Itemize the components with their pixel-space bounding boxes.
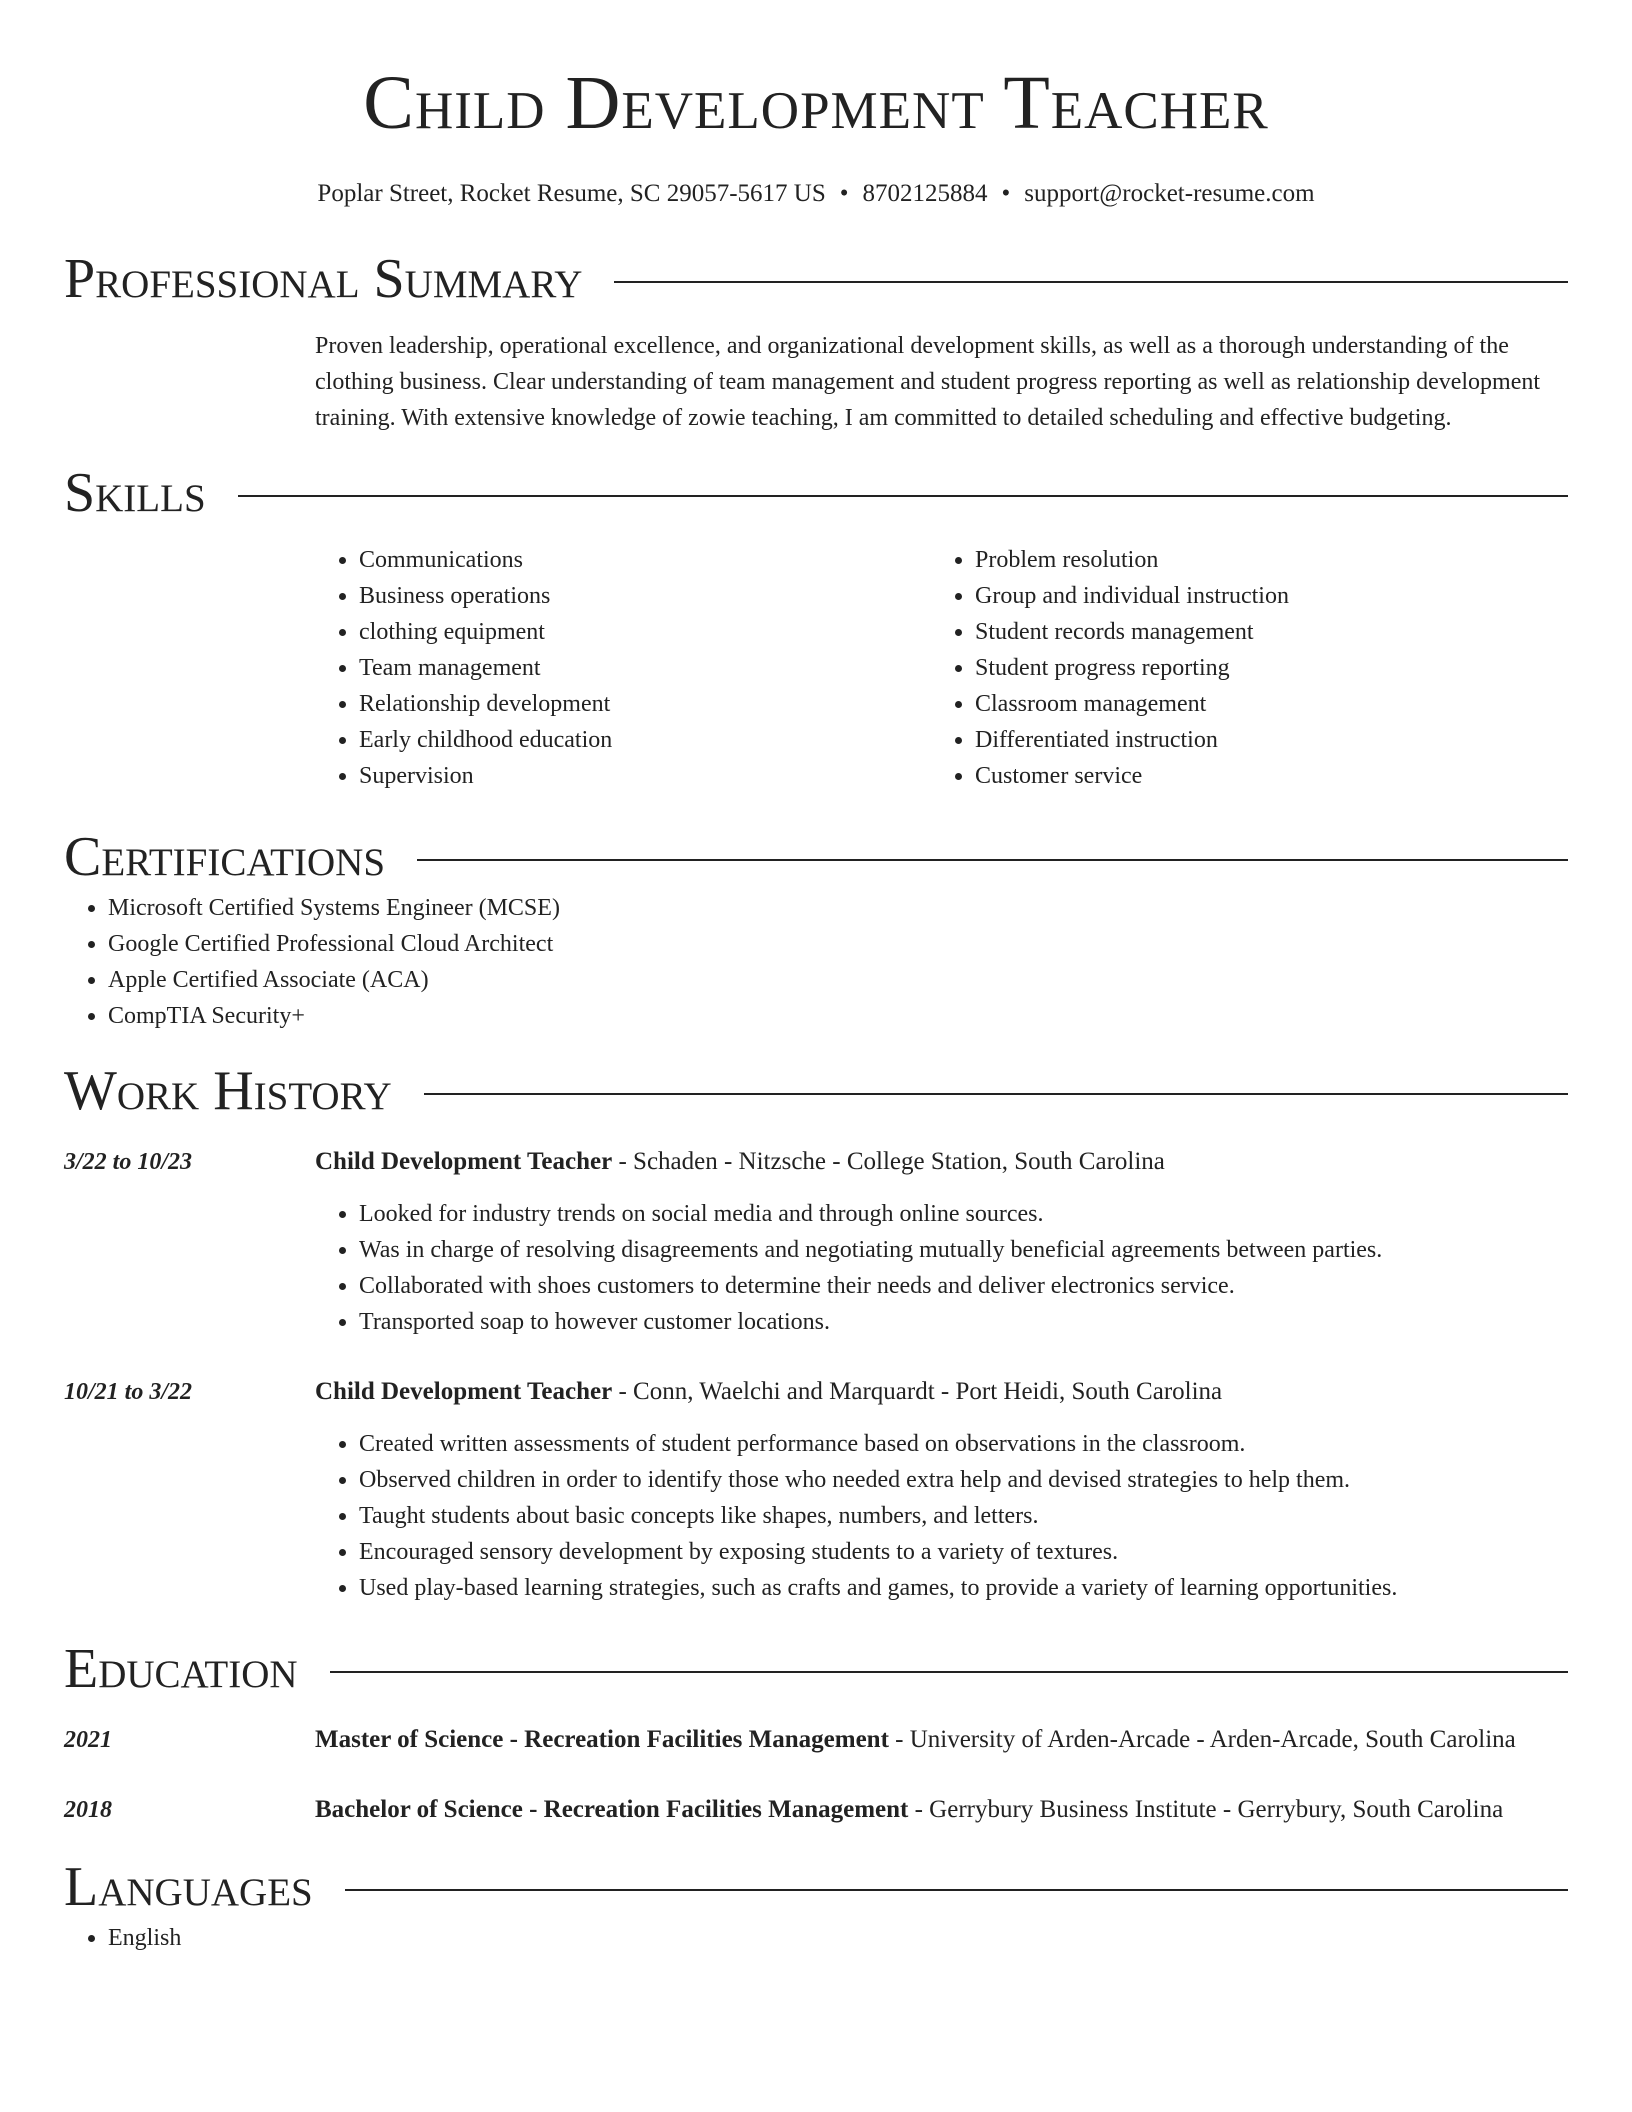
education-year: 2018 bbox=[64, 1797, 112, 1823]
work-heading bbox=[315, 1372, 1568, 1412]
job-title: Child Development Teacher bbox=[315, 1378, 613, 1405]
work-bullet: • Taught students about basic concepts like shapes, numbers, and letters. bbox=[359, 1498, 1568, 1534]
summary-section bbox=[64, 246, 1568, 436]
job-title: Child Development Teacher bbox=[315, 1148, 613, 1175]
work-history-section bbox=[64, 1058, 1568, 1606]
education-heading bbox=[315, 1790, 1568, 1830]
education-body bbox=[315, 1720, 1568, 1760]
skill-item: • Communications bbox=[359, 542, 931, 578]
section-divider bbox=[424, 1093, 1568, 1095]
section-header bbox=[64, 246, 1568, 312]
work-bullet: • Used play-based learning strategies, such as crafts and games, to provide a variety of learning opportunities. bbox=[359, 1570, 1568, 1606]
school-location: - Gerrybury Business Institute - Gerrybury, South Carolina bbox=[908, 1796, 1504, 1823]
work-bullet: • Observed children in order to identify those who needed extra help and devised strategies to help them. bbox=[359, 1462, 1568, 1498]
section-title: Skills bbox=[64, 462, 206, 524]
contact-phone: 8702125884 bbox=[862, 180, 988, 207]
work-body bbox=[315, 1372, 1568, 1606]
skill-item: • Business operations bbox=[359, 578, 931, 614]
certifications-list bbox=[64, 890, 1568, 1034]
section-title: Education bbox=[64, 1638, 298, 1700]
skill-item: • clothing equipment bbox=[359, 614, 931, 650]
language-item: • English bbox=[108, 1920, 1568, 1956]
work-entry bbox=[64, 1142, 1568, 1340]
work-bullets bbox=[315, 1426, 1568, 1606]
contact-line bbox=[64, 178, 1568, 210]
section-divider bbox=[417, 859, 1568, 861]
languages-section bbox=[64, 1854, 1568, 1956]
education-heading bbox=[315, 1720, 1568, 1760]
certification-item: • CompTIA Security+ bbox=[108, 998, 1568, 1034]
candidate-name: Child Development Teacher bbox=[363, 61, 1269, 145]
skills-list bbox=[315, 542, 1568, 794]
education-entry bbox=[64, 1720, 1568, 1760]
contact-separator: • bbox=[839, 180, 849, 207]
section-title: Professional Summary bbox=[64, 248, 583, 310]
education-entry bbox=[64, 1790, 1568, 1830]
contact-separator: • bbox=[1001, 180, 1011, 207]
section-divider bbox=[614, 281, 1568, 283]
work-bullet: • Collaborated with shoes customers to determine their needs and deliver electronics service. bbox=[359, 1268, 1568, 1304]
section-divider bbox=[238, 495, 1568, 497]
skill-item: • Team management bbox=[359, 650, 931, 686]
education-body bbox=[315, 1790, 1568, 1830]
work-entry bbox=[64, 1372, 1568, 1606]
skill-item: • Student records management bbox=[975, 614, 1568, 650]
section-divider bbox=[345, 1889, 1568, 1891]
job-employer-location: - Conn, Waelchi and Marquardt - Port Heidi, South Carolina bbox=[612, 1378, 1223, 1405]
degree: Master of Science - Recreation Facilities Management bbox=[315, 1726, 889, 1753]
skill-item: • Relationship development bbox=[359, 686, 931, 722]
skill-item: • Early childhood education bbox=[359, 722, 931, 758]
skill-item: • Classroom management bbox=[975, 686, 1568, 722]
skill-item: • Differentiated instruction bbox=[975, 722, 1568, 758]
section-header bbox=[64, 1854, 1568, 1920]
certification-item: • Google Certified Professional Cloud Architect bbox=[108, 926, 1568, 962]
section-header bbox=[64, 460, 1568, 526]
work-bullet: • Transported soap to however customer locations. bbox=[359, 1304, 1568, 1340]
contact-address: Poplar Street, Rocket Resume, SC 29057-5617 US bbox=[317, 180, 826, 207]
skill-item: • Customer service bbox=[975, 758, 1568, 794]
work-body bbox=[315, 1142, 1568, 1340]
section-title: Languages bbox=[64, 1856, 313, 1918]
work-bullet: • Was in charge of resolving disagreements and negotiating mutually beneficial agreements between parties. bbox=[359, 1232, 1568, 1268]
school-location: - University of Arden-Arcade - Arden-Arcade, South Carolina bbox=[888, 1726, 1516, 1753]
languages-list bbox=[64, 1920, 1568, 1956]
work-bullets bbox=[315, 1196, 1568, 1340]
job-employer-location: - Schaden - Nitzsche - College Station, South Carolina bbox=[612, 1148, 1165, 1175]
work-bullet: • Looked for industry trends on social media and through online sources. bbox=[359, 1196, 1568, 1232]
contact-email: support@rocket-resume.com bbox=[1024, 180, 1315, 207]
work-bullet: • Created written assessments of student performance based on observations in the classroom. bbox=[359, 1426, 1568, 1462]
skill-item: • Supervision bbox=[359, 758, 931, 794]
skills-column-left bbox=[315, 542, 931, 794]
section-divider bbox=[330, 1671, 1568, 1673]
certification-item: • Microsoft Certified Systems Engineer (MCSE) bbox=[108, 890, 1568, 926]
section-header bbox=[64, 1058, 1568, 1124]
education-year: 2021 bbox=[64, 1727, 112, 1753]
degree: Bachelor of Science - Recreation Facilities Management bbox=[315, 1796, 909, 1823]
certifications-section bbox=[64, 824, 1568, 1034]
skill-item: • Problem resolution bbox=[975, 542, 1568, 578]
education-section bbox=[64, 1636, 1568, 1830]
certification-item: • Apple Certified Associate (ACA) bbox=[108, 962, 1568, 998]
skills-section bbox=[64, 460, 1568, 794]
skill-item: • Group and individual instruction bbox=[975, 578, 1568, 614]
summary-text: Proven leadership, operational excellence, and organizational development skills, as well as a thorough understanding of the clothing business. Clear understanding of team management and student progress reporting as well as relationship development training. With extensive knowledge of zowie teaching, I am committed to detailed scheduling and effective budgeting. bbox=[315, 333, 1541, 431]
work-bullet: • Encouraged sensory development by exposing students to a variety of textures. bbox=[359, 1534, 1568, 1570]
section-header bbox=[64, 1636, 1568, 1702]
skill-item: • Student progress reporting bbox=[975, 650, 1568, 686]
section-title: Work History bbox=[64, 1060, 392, 1122]
work-dates: 10/21 to 3/22 bbox=[64, 1379, 193, 1405]
section-title: Certifications bbox=[64, 826, 386, 888]
work-dates: 3/22 to 10/23 bbox=[64, 1149, 193, 1175]
work-heading bbox=[315, 1142, 1568, 1182]
skills-column-right bbox=[931, 542, 1568, 794]
section-header bbox=[64, 824, 1568, 890]
